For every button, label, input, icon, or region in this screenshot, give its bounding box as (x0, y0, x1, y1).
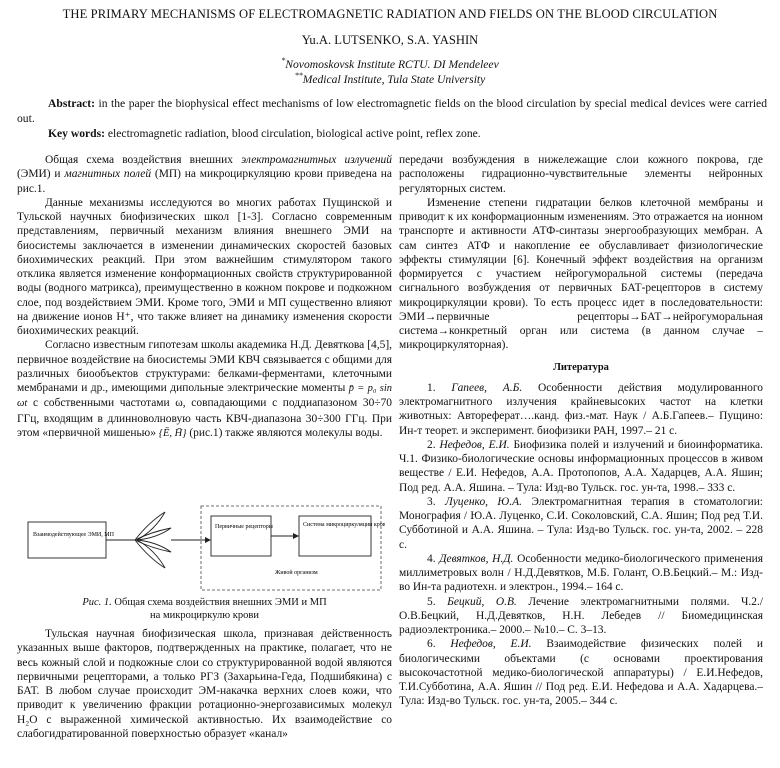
reference-item (399, 637, 763, 708)
paragraph-1 (17, 153, 392, 196)
ref-text: Лечение электромагнитными полями. Ч.2./ О.В.Бецкий, Н.Д.Девятков, Н.Н. Лебедев // Биомедицинская радиоэлектроника.– 2000.– №10.– С. 3–13. (399, 595, 764, 636)
ref-number: 2. (427, 438, 440, 451)
text-run: (ЭМИ) и (17, 168, 65, 181)
affiliation-1 (0, 56, 780, 71)
affiliation-text: Novomoskovsk Institute RCTU. DI Mendeleev (285, 57, 499, 71)
text-run: электромагнитных излучений (241, 154, 392, 166)
reference-item (399, 552, 763, 595)
ref-text: Особенности медико-биологического применения миллиметровых волн / Н.Д.Девятков, М.Б. Голант, О.В.Бецкий.– М.: Изд-во Ин-та радиотехн. и электрон., 1994.– 164 с. (399, 552, 764, 594)
text-run: магнитных полей (64, 168, 152, 181)
affiliation-text: Medical Institute, Tula State University (302, 72, 486, 86)
figure-caption (17, 597, 392, 622)
box-organism (201, 506, 381, 590)
ref-number: 6. (427, 638, 451, 651)
ref-number: 1. (427, 381, 452, 394)
box-emi-label: Взаимодействующее ЭМИ, МП (33, 532, 114, 538)
figure-1 (25, 502, 385, 594)
text-run: (МП) на микроциркуляцию крови приведена на рис.1. (17, 168, 393, 195)
right-column (399, 153, 763, 709)
keywords-label: Key words: (48, 127, 105, 140)
paragraph-2: Данные механизмы исследуются во многих работах Пущинской и Тульской научных биофизических школ [1-3]. Согласно современным представлениям, первичный механизм влияния внешнего ЭМИ на биосистемы заключается в изменении динамических скоростей базовых биохимических реакций. При этом важнейшим стимулятором такого отклика является изменение конформационных свойств структурированной воды (водного матрикса), преимущественно в кожном покрове и подкожном слое, под воздействием ЭМИ. Кроме того, ЭМИ и МП существенно влияют на движение ионов H⁺, что также влияет на динамику изменения скорости биохимических реакций. (17, 196, 392, 337)
paragraph-5: передачи возбуждения в нижележащие слои кожного покрова, где расположены гидрационно-чувствительные элементы нейронных регуляторных систем. (399, 154, 763, 195)
left-column-bottom (17, 627, 392, 741)
ref-author: Нефедов, Е.И. (450, 638, 532, 651)
ref-text: Биофизика полей и излучений и биоинформатика. Ч.1. Физико-биологические основы информационных процессов в живом веществе / Е.И. Нефедов, А.А. Протопопов, А.А. Хадарцев, А.А. Яшин; Под ред. А.А. Яшина. – Тула: Изд-во Тульск. гос. ун-та, 1998.– 333 с. (399, 438, 763, 494)
caption-number: Рис. 1. (82, 597, 112, 608)
ref-author: Девятков, Н.Д. (439, 552, 514, 565)
receptor-symbol (135, 512, 171, 568)
text-run: Согласно известным гипотезам школы академика Н.Д. Девяткова [4,5], первичное воздействие на биосистемы ЭМИ КВЧ связывается с общими для различных биообъектов структурами: белками-ферментами, клеточными мембранами и др., имеющими дипольные электрические моменты (17, 339, 392, 394)
affiliation-mark: * (281, 56, 286, 65)
ref-author: Бецкий, О.В. (447, 595, 517, 608)
box-microcirculation-label: Система микроциркуляции крови (303, 522, 385, 528)
keywords-text: electromagnetic radiation, blood circulation, biological active point, reflex zone. (107, 127, 481, 140)
box-receptors-label: Первичные рецепторы (215, 524, 273, 530)
abstract-text: in the paper the biophysical effect mechanisms of low electromagnetic fields on the blood circulation by special medical devices were carried out. (17, 97, 767, 125)
references-heading: Литература (553, 361, 609, 373)
reference-item (399, 595, 763, 638)
abstract-label: Abstract: (48, 97, 96, 110)
paragraph-4: Тульская научная биофизическая школа, признавая действенность указанных выше факторов, подтвержденных на практике, полагает, что не весь кожный слой и подкожные слои со структурированной водой являются первичными рецепторами, а только РГЗ (Захарьина-Геда, Подшибякина) с БАТ. В любом случае происходит ЭМ-накачка верхних слоев кожи, что приводит к увеличению фракции ротационно-энергозависимых молекул H₂O с выраженной химической активностью. Их взаимодействие со слабогидратированной поверхностью образует «канал» (17, 628, 392, 740)
reference-item (399, 438, 763, 495)
paper-authors: Yu.A. LUTSENKO, S.A. YASHIN (301, 33, 479, 47)
field-formula: {Ē, H̄} (158, 427, 187, 439)
figure-diagram (25, 502, 385, 594)
ref-author: Луценко, Ю.А. (444, 495, 522, 508)
caption-line-2: на микроциркулю крови (150, 609, 259, 621)
affiliation-mark: ** (294, 71, 303, 80)
caption-line-1 (17, 597, 392, 610)
text-run: Общая схема воздействия внешних (45, 154, 242, 166)
references-list (399, 381, 763, 709)
ref-author: Нефедов, Е.И. (439, 438, 510, 451)
ref-number: 3. (427, 495, 445, 508)
ref-text: Электромагнитная терапия в стоматологии: Монография / Ю.А. Луценко, С.И. Соколовский, С.А. Яшин; Под ред Т.И. Субботиной и А.А. Яшина. – Тула: Изд-во Тульск. гос. ун-та, 2002. – 228 с. (399, 495, 763, 551)
paragraph-6: Изменение степени гидратации белков клеточной мембраны и приводит к их конформационным изменениям. Это отражается на ионном транспорте и активности АТФ-синтазы энергообразующих мембран. А сам синтез АТФ и накопление ее обуславливает физиологические эффекты стимуляции [6]. Конечный эффект воздействия на организм формируется с участием нейрогуморальной системы (передача сигнального возбуждения от первичных БАТ-рецепторов в систему микроциркуляции крови). То есть процесс идет в последовательности: ЭМИ→первичные рецепторы→БАТ→нейрогуморальная система→конкретный орган или система (в данном случае – микроциркуляторная). (399, 196, 763, 352)
reference-item (399, 495, 763, 552)
paper-title: THE PRIMARY MECHANISMS OF ELECTROMAGNETIC RADIATION AND FIELDS ON THE BLOOD CIRCULATION (62, 7, 718, 21)
ref-text: Взаимодействие физических полей и биологическими объектами (с основами проектирования высокочастотной медико-биологической аппаратуры) / Е.И.Нефедов, Т.И.Субботина, А.А. Яшин // Под ред. Е.И. Нефедова и А.А. Хадарцева.– Тула: Изд-во Тульск. гос. ун-та, 2005.– 344 с. (399, 638, 763, 708)
ref-number: 5. (427, 595, 448, 608)
text-run: (рис.1) также являются молекулы воды. (189, 426, 383, 439)
dipole-formula: p̄ = p₀ sin ωt (17, 383, 392, 410)
box-organism-label: Живой организм (275, 570, 318, 576)
arrow-head (205, 537, 211, 543)
arrow-head (293, 533, 299, 539)
box-receptors (211, 516, 271, 556)
text-run: с собственными частотами ω, совпадающими с поддиапазоном 30÷70 ГГц, входящим в длинноволновую часть КВЧ-диапазона 30÷300 ГГц. При этом «первичной мишенью» (17, 397, 393, 439)
ref-author: Гапеев, А.Б. (451, 381, 523, 394)
box-emi (28, 522, 106, 558)
ref-text: Особенности действия модулированного электромагнитного излучения крайневысоких частот на клетки животных: Автореферат….канд. физ.-мат. Наук / А.Б.Гапеев.– Пущино: Ин-т теорет. и эксперимент. биофизики РАН, 1997.– 21 с. (399, 381, 763, 437)
affiliation-2 (0, 71, 780, 86)
keywords (48, 127, 768, 140)
paragraph-3 (17, 338, 392, 441)
left-column (17, 153, 392, 441)
caption-text: Общая схема воздействия внешних ЭМИ и МП (111, 597, 327, 608)
abstract (17, 97, 767, 126)
reference-item (399, 381, 763, 438)
ref-number: 4. (427, 552, 440, 565)
